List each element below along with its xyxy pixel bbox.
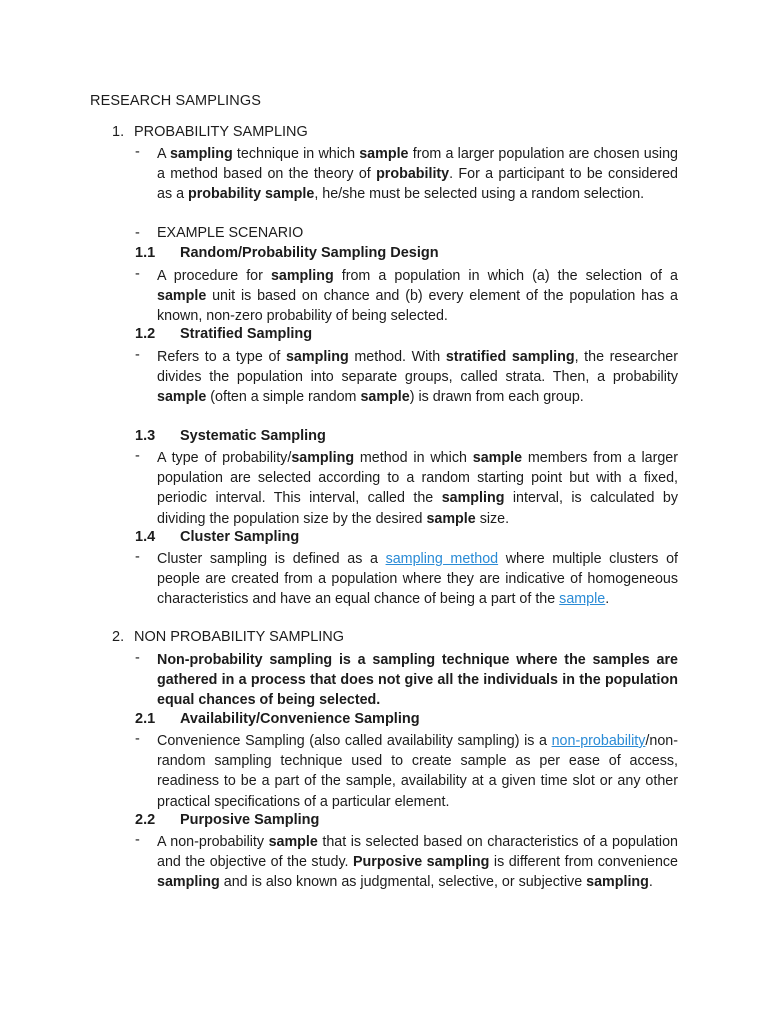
subsection-1-2-heading: 1.2 Stratified Sampling xyxy=(135,326,313,342)
bullet-dash: - xyxy=(135,144,140,160)
document-title: RESEARCH SAMPLINGS xyxy=(90,93,262,109)
non-probability-definition: Non-probability sampling is a sampling technique where the samples are gathered in a process that does not give all the individuals in the population equal chances of being selected. xyxy=(157,652,678,709)
subsection-2-2-heading: 2.2 Purposive Sampling xyxy=(135,812,320,828)
bullet-dash: - xyxy=(135,266,140,282)
bullet-dash: - xyxy=(135,225,140,241)
bullet-dash: - xyxy=(135,832,140,848)
subsection-1-1-text: A procedure for sampling from a population in which (a) the selection of a sample unit is based on chance and (b) every element of the population has a known, non-zero probability of being selected. xyxy=(157,268,678,325)
sample-link[interactable]: sample xyxy=(559,591,606,608)
subsection-2-2-text: A non-probability sample that is selected based on characteristics of a population and the objective of the study. Purposive sampling is different from convenience sampling and is also known as judgmental, selective, or subjective sampling. xyxy=(157,834,678,891)
bullet-dash: - xyxy=(135,731,140,747)
subsection-1-2-text: Refers to a type of sampling method. With stratified sampling, the researcher divides the population into separate groups, called strata. Then, a probability sample (often a simple random sample) is drawn from each group. xyxy=(157,349,678,406)
subsection-1-1-heading: 1.1 Random/Probability Sampling Design xyxy=(135,245,439,261)
bullet-dash: - xyxy=(135,448,140,464)
non-probability-link[interactable]: non-probability xyxy=(551,733,646,749)
section-2-title: NON PROBABILITY SAMPLING xyxy=(134,629,345,645)
subsection-1-3-text: A type of probability/sampling method in which sample members from a larger population are selected according to a random starting point but with a fixed, periodic interval. This interval, called the sampling interval, is calculated by dividing the population size by the desired sample size. xyxy=(157,450,679,527)
bullet-dash: - xyxy=(135,549,140,565)
subsection-2-1-heading: 2.1 Availability/Convenience Sampling xyxy=(135,711,420,727)
bullet-dash: - xyxy=(135,650,140,666)
sampling-method-link[interactable]: sampling method xyxy=(385,551,499,567)
bullet-dash: - xyxy=(135,347,140,363)
subsection-1-3-heading: 1.3 Systematic Sampling xyxy=(135,428,326,444)
subsection-1-4-text: Cluster sampling is defined as a sampling method where multiple clusters of people are created from a population where they are indicative of homogeneous characteristics and have an equal chance of being a part of the sample. xyxy=(157,551,678,608)
example-scenario-label: EXAMPLE SCENARIO xyxy=(157,225,304,241)
section-2-heading xyxy=(112,629,344,645)
subsection-2-1-text: Convenience Sampling (also called availability sampling) is a non-probability/non-random sampling technique used to create sample as per ease of access, readiness to be a part of the sample, availability at a given time slot or any other practical specifications of a particular element. xyxy=(157,733,678,810)
section-2-number: 2. xyxy=(112,629,125,645)
section-1-heading xyxy=(112,124,308,140)
probability-sampling-definition: A sampling technique in which sample from a larger population are chosen using a method based on the theory of probability. For a participant to be considered as a probability sample, he/she must be selected using a random selection. xyxy=(157,146,678,203)
section-1-number: 1. xyxy=(112,124,125,140)
subsection-1-4-heading: 1.4 Cluster Sampling xyxy=(135,529,300,545)
section-1-title: PROBABILITY SAMPLING xyxy=(134,124,308,140)
